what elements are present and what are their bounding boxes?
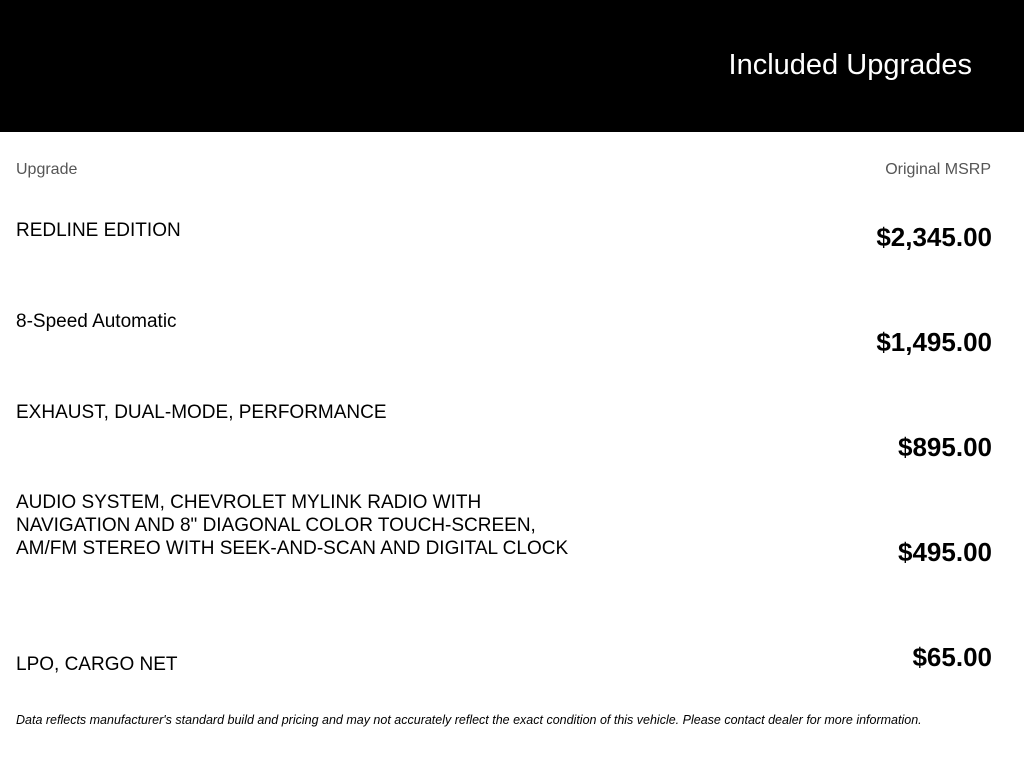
upgrade-price: $1,495.00 — [876, 327, 992, 357]
column-header-msrp: Original MSRP — [885, 161, 991, 178]
upgrade-price: $895.00 — [898, 432, 992, 462]
header-banner — [0, 0, 1024, 132]
upgrade-label: EXHAUST, DUAL-MODE, PERFORMANCE — [16, 402, 387, 423]
upgrade-label: LPO, CARGO NET — [16, 654, 178, 675]
upgrade-label: AUDIO SYSTEM, CHEVROLET MYLINK RADIO WITH NAVIGATION AND 8" DIAGONAL COLOR TOUCH-SCREEN, AM/FM STEREO WITH SEEK-AND-SCAN AND DIGITAL CLOCK — [16, 492, 569, 559]
upgrade-price: $65.00 — [912, 642, 992, 672]
upgrade-price: $2,345.00 — [876, 222, 992, 252]
upgrade-label: REDLINE EDITION — [16, 220, 181, 241]
upgrade-label: 8-Speed Automatic — [16, 311, 177, 332]
disclaimer-text: Data reflects manufacturer's standard build and pricing and may not accurately reflect the exact condition of this vehicle. Please contact dealer for more information. — [16, 713, 922, 727]
page-title: Included Upgrades — [728, 49, 972, 81]
upgrade-price: $495.00 — [898, 537, 992, 567]
column-header-upgrade: Upgrade — [16, 161, 78, 178]
